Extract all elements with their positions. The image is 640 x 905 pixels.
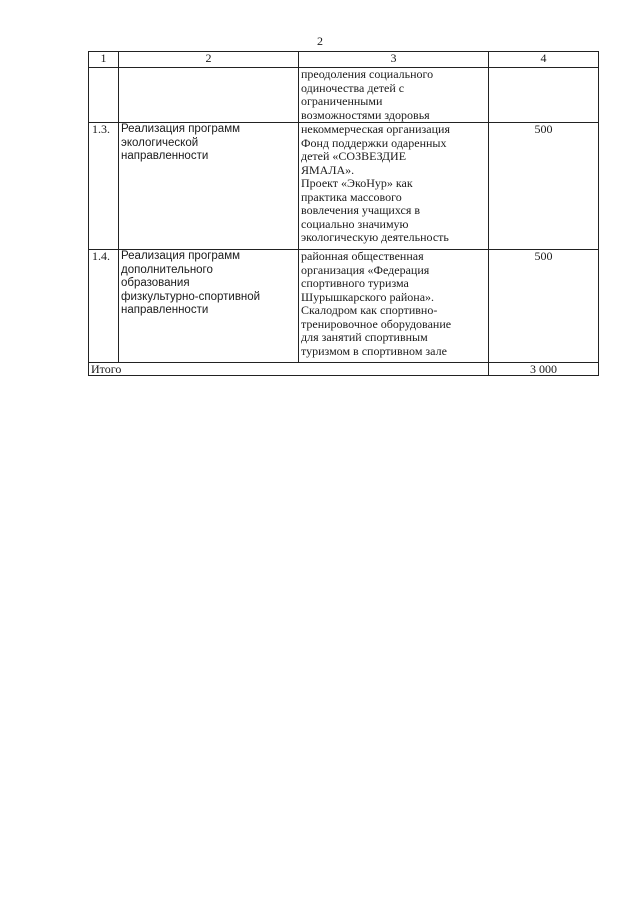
table-row [89, 68, 599, 123]
table-row [89, 123, 599, 250]
project-description: преодоления социального одиночества детей с ограниченными возможностями здоровья [299, 68, 489, 123]
total-label: Итого [89, 363, 489, 376]
total-row [89, 363, 599, 376]
program-name [119, 68, 299, 123]
total-amount: 3 000 [489, 363, 599, 376]
column-header-1: 1 [89, 52, 119, 68]
column-header-4: 4 [489, 52, 599, 68]
program-name: Реализация программ дополнительного образования физкультурно-спортивной направленности [119, 250, 299, 363]
table-row [89, 250, 599, 363]
funding-amount: 500 [489, 250, 599, 363]
funding-amount [489, 68, 599, 123]
row-number: 1.4. [89, 250, 119, 363]
project-description: некоммерческая организация Фонд поддержки одаренных детей «СОЗВЕЗДИЕ ЯМАЛА». Проект «ЭкоНур» как практика массового вовлечения учащихся в социально значимую экологическую деятельность [299, 123, 489, 250]
program-name: Реализация программ экологической направленности [119, 123, 299, 250]
row-number: 1.3. [89, 123, 119, 250]
funding-amount: 500 [489, 123, 599, 250]
project-description: районная общественная организация «Федерация спортивного туризма Шурышкарского района». Скалодром как спортивно- тренировочное оборудование для занятий спортивным туризмом в спортивном зале [299, 250, 489, 363]
table-header-row [89, 52, 599, 68]
budget-table [88, 51, 599, 376]
page-number: 2 [317, 34, 323, 48]
column-header-2: 2 [119, 52, 299, 68]
row-number [89, 68, 119, 123]
column-header-3: 3 [299, 52, 489, 68]
